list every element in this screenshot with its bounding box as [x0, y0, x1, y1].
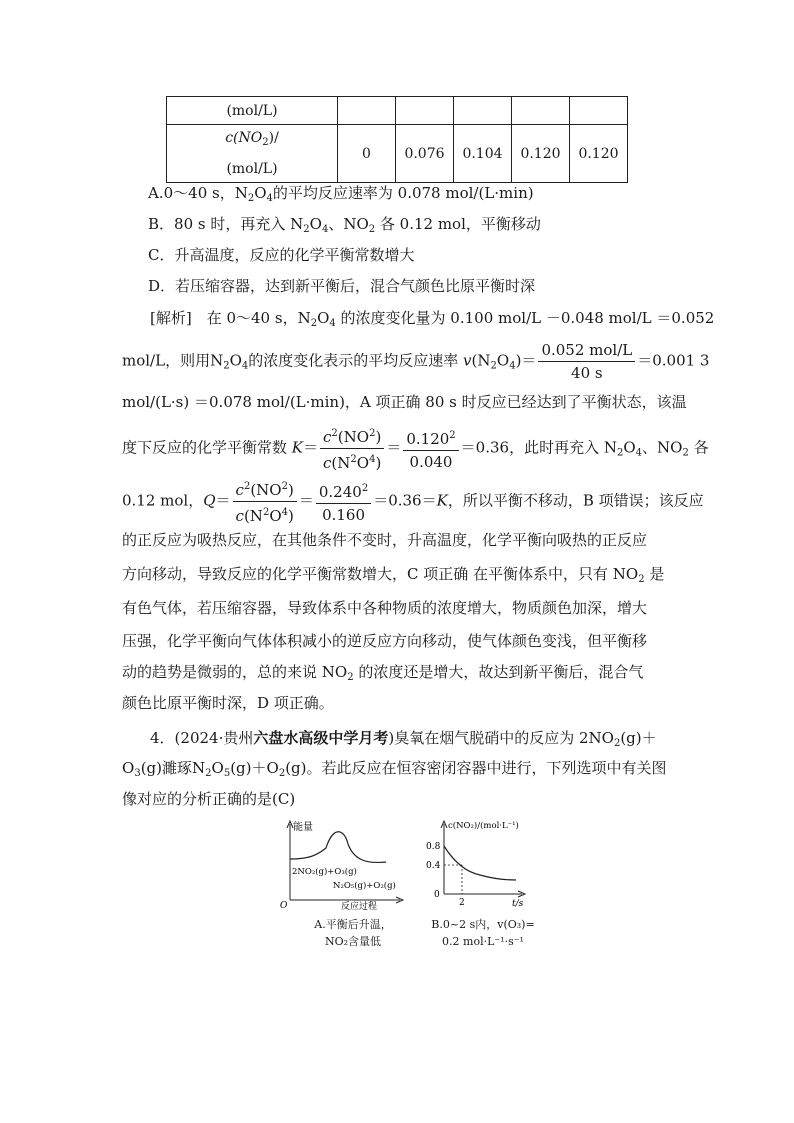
option-c: C．升高温度，反应的化学平衡常数增大: [148, 246, 415, 264]
option-d: D．若压缩容器，达到新平衡后，混合气颜色比原平衡时深: [148, 277, 536, 295]
energy-diagram-svg: [278, 816, 408, 911]
table-cell: 0.120: [570, 125, 628, 183]
quotient-fraction: $\frac{c^2(NO^2)}{c(N^2O^4)}$: [233, 478, 297, 525]
analysis-line: 颜色比原平衡时深，D 项正确。: [122, 694, 334, 712]
y-tick-label: 0.8: [426, 842, 441, 852]
table-cell: [167, 125, 338, 183]
analysis-line: 方向移动，导致反应的化学平衡常数增大，C 项正确 在平衡体系中，只有 $NO_2$ 是: [122, 565, 665, 585]
q-value-fraction: $\frac{0.240^2}{0.160}$: [316, 480, 371, 524]
analysis-line: 的正反应为吸热反应，在其他条件不变时，升高温度，化学平衡向吸热的正反应: [122, 531, 648, 549]
option-a: A.0～40 s，$N_2O_4$的平均反应速率为 0.078 mol/(L·min): [148, 184, 534, 204]
analysis-line: 0.12 mol，Q＝ $\frac{c^2(NO^2)}{c(N^2O^4)}$ ＝ $\frac{0.240^2}{0.160}$ ＝0.36＝K，所以平衡不移动，B 项错误；该反应: [122, 478, 704, 525]
rate-fraction: $\frac{\text{0.052 mol/L}}{40 s}$: [538, 341, 635, 382]
x-axis-label: t/s: [512, 899, 524, 909]
analysis-line: [解析] 在 0～40 s，$N_2O_4$ 的浓度变化量为 0.100 mol/L －0.048 mol/L ＝0.052: [150, 309, 715, 329]
table-cell: (mol/L): [167, 97, 338, 125]
no2-concentration-label: $c(NO_2)/$: [225, 130, 279, 148]
concentration-table: [166, 96, 628, 183]
products-label: N₂O₅(g)+O₂(g): [333, 881, 396, 891]
table-cell: 0.076: [396, 125, 454, 183]
y-axis-label: c(NO₂)/(mol·L⁻¹): [448, 821, 519, 831]
concentration-time-graph: [422, 818, 532, 913]
concentration-graph-svg: [422, 818, 532, 913]
energy-diagram: [278, 816, 408, 911]
origin-label: O: [280, 901, 288, 911]
table-row: [167, 125, 628, 183]
table-cell: 0: [338, 125, 396, 183]
table-cell: 0.104: [454, 125, 512, 183]
analysis-line: mol/L，则用$N_2O_4$的浓度变化表示的平均反应速率 $v(N_2O_4)=$ $\frac{\text{0.052 mol/L}}{40 s}$ ＝0.001 3: [122, 341, 710, 382]
y-axis-label: 能量: [293, 822, 313, 833]
x-axis-label: 反应过程: [341, 902, 378, 911]
analysis-line: 动的趋势是微弱的，总的来说 $NO_2$ 的浓度还是增大，故达到新平衡后，混合气: [122, 663, 644, 683]
table-cell: [570, 97, 628, 125]
table-cell: [512, 97, 570, 125]
x-tick-label: 2: [459, 898, 465, 908]
y-tick-label: 0.4: [426, 861, 441, 871]
table-cell: 0.120: [512, 125, 570, 183]
k-value-fraction: $\frac{0.120^2}{0.040}$: [403, 427, 458, 471]
equilibrium-constant-fraction: $\frac{c^2(NO^2)}{c(N^2O^4)}$: [320, 425, 384, 472]
y-tick-label: 0: [434, 890, 440, 900]
concentration-curve: [444, 846, 516, 880]
question-4-line: 4．(2024·贵州六盘水高级中学月考)臭氧在烟气脱硝中的反应为 $2NO_2(g)+$: [150, 729, 657, 749]
question-4-line: $O_3(g)$濉琢$N_2O_5(g)+O_2(g)$。若此反应在恒容密闭容器中进行，下列选项中有关图: [122, 759, 667, 779]
analysis-line: 有色气体，若压缩容器，导致体系中各种物质的浓度增大，物质颜色加深，增大: [122, 599, 648, 617]
option-b: B．80 s 时，再充入 $N_2O_4$、$NO_2$ 各 0.12 mol，平衡移动: [148, 215, 541, 235]
caption-line: B.0~2 s内，v(O₃)=: [431, 918, 535, 931]
figure-b-caption: [428, 916, 538, 950]
table-row: [167, 97, 628, 125]
question-4-line: 像对应的分析正确的是(C): [122, 790, 296, 808]
analysis-line: 度下反应的化学平衡常数 K＝ $\frac{c^2(NO^2)}{c(N^2O^4)}$ ＝ $\frac{0.120^2}{0.040}$ ＝0.36，此时再充入 $N_2O_4$、$NO_2$ 各: [122, 425, 709, 472]
caption-line: NO₂含量低: [324, 935, 382, 948]
energy-curve: [290, 832, 386, 863]
unit-label: (mol/L): [226, 161, 278, 177]
table-cell: [396, 97, 454, 125]
analysis-line: mol/(L·s) ＝0.078 mol/(L·min)，A 项正确 80 s 时反应已经达到了平衡状态，该温: [122, 393, 687, 411]
figure-a-caption: [298, 916, 408, 950]
table-cell: [338, 97, 396, 125]
caption-line: A.平衡后升温，: [314, 918, 392, 931]
table-cell: [454, 97, 512, 125]
reactants-label: 2NO₂(g)+O₃(g): [292, 867, 357, 877]
caption-line: 0.2 mol·L⁻¹·s⁻¹: [442, 935, 524, 948]
analysis-line: 压强，化学平衡向气体体积减小的逆反应方向移动，使气体颜色变浅，但平衡移: [122, 632, 648, 650]
